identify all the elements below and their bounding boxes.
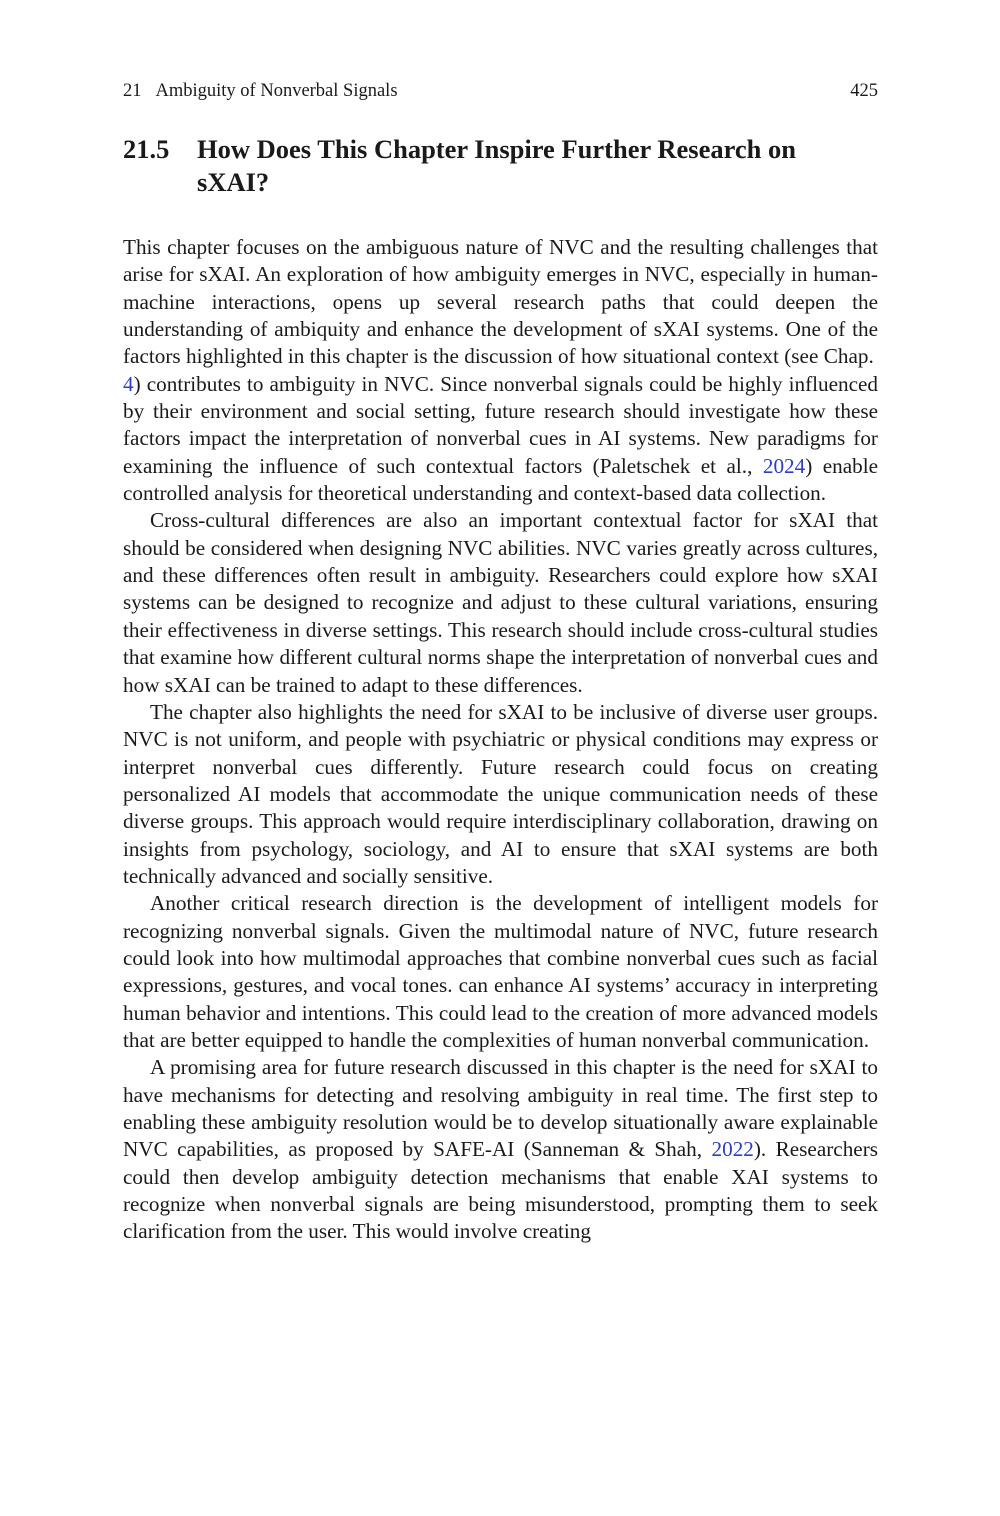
paragraph-5-part-a: A promising area for future research discussed in this chapter is the need for sXAI to have mechanisms for detecting and resolving ambiguity in real time. The first step to enabling these ambiguity resolution would be to develop situationally aware explainable NVC capabilities, as proposed by SAFE-AI (Sanneman & Shah,	[123, 1055, 878, 1162]
paragraph-1-part-c: ) enable controlled analysis for theoretical understanding and context-based data collection.	[123, 453, 879, 506]
chapter-link-4[interactable]: 4	[123, 371, 134, 396]
section-number: 21.5	[123, 134, 170, 164]
chapter-title: Ambiguity of Nonverbal Signals	[155, 81, 398, 101]
paragraph-1-part-a: This chapter focuses on the ambiguous nature of NVC and the resulting challenges that arise for sXAI. An exploration of how ambiguity emerges in NVC, especially in human-machine interactions, opens up several research paths that could deepen the understanding of ambiquity and enhance the development of sXAI systems. One of the factors highlighted in this chapter is the discussion of how situational context (see Chap.	[123, 235, 878, 369]
chapter-number: 21	[123, 81, 142, 101]
paragraph-2: Cross-cultural differences are also an important contextual factor for sXAI that should be considered when designing NVC abilities. NVC varies greatly across cultures, and these differences often result in ambiguity. Researchers could explore how sXAI systems can be designed to recognize and adjust to these cultural variations, ensuring their effectiveness in diverse settings. This research should include cross-cultural studies that examine how different cultural norms shape the interpretation of nonverbal cues and how sXAI can be trained to adapt to these differences.	[123, 508, 878, 697]
body-text	[123, 234, 878, 1246]
paragraph-1-part-b: ) contributes to ambiguity in NVC. Since nonverbal signals could be highly influenced by their environment and social setting, future research should investigate how these factors impact the interpretation of nonverbal cues in AI systems. New paradigms for examining the influence of such contextual factors (Paletschek et al.,	[123, 371, 878, 478]
running-head-left	[123, 79, 398, 103]
citation-link-paletschek-2024[interactable]: 2024	[762, 453, 806, 478]
section-heading	[123, 133, 878, 199]
paragraph-4: Another critical research direction is the development of intelligent models for recognizing nonverbal signals. Given the multimodal nature of NVC, future research could look into how multimodal approaches that combine nonverbal cues such as facial expressions, gestures, and vocal tones. can enhance AI systems’ accuracy in interpreting human behavior and intentions. This could lead to the creation of more advanced models that are better equipped to handle the complexities of human nonverbal communication.	[123, 891, 878, 1052]
running-head	[123, 79, 878, 103]
paragraph-5-part-b: ). Researchers could then develop ambiguity detection mechanisms that enable XAI systems to recognize when nonverbal signals are being misunderstood, prompting them to seek clarification from the user. This would involve creating	[123, 1137, 878, 1244]
paragraph-1	[123, 234, 878, 507]
citation-link-sanneman-2022[interactable]: 2022	[711, 1137, 754, 1162]
section-title: How Does This Chapter Inspire Further Research on sXAI?	[197, 134, 796, 197]
paragraph-3: The chapter also highlights the need for sXAI to be inclusive of diverse user groups. NVC is not uniform, and people with psychiatric or physical conditions may express or interpret nonverbal cues differently. Future research could focus on creating personalized AI models that accommodate the unique communication needs of these diverse groups. This approach would require interdisciplinary collaboration, drawing on insights from psychology, sociology, and AI to ensure that sXAI systems are both technically advanced and socially sensitive.	[123, 699, 878, 888]
paragraph-5	[123, 1054, 878, 1245]
page-number: 425	[850, 81, 878, 101]
